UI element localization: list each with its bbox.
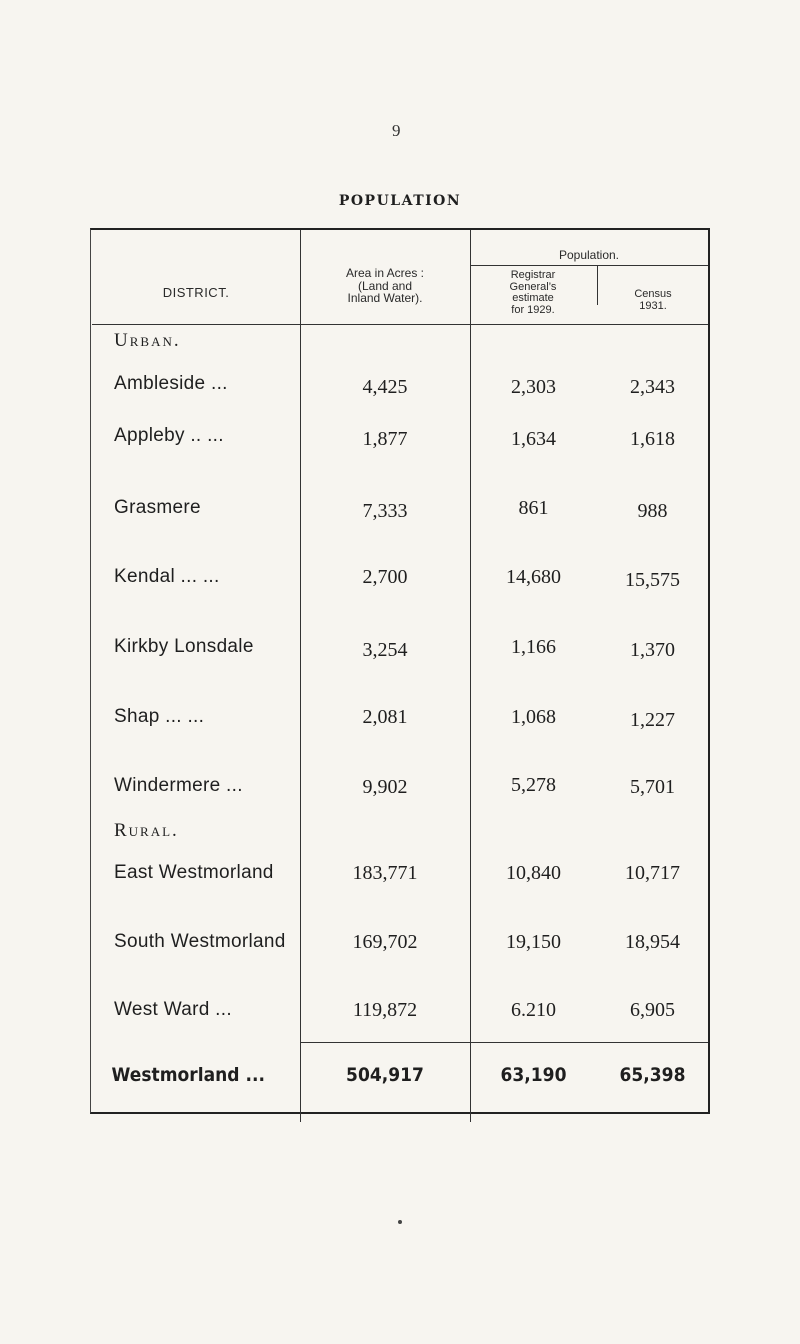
- district-name: South Westmorland: [114, 931, 286, 952]
- district-name: Grasmere: [114, 497, 201, 518]
- district-name: West Ward ...: [114, 999, 232, 1020]
- print-speck: [398, 1220, 402, 1224]
- section-urban: Urban.: [114, 330, 181, 351]
- total-label: Westmorland ...: [111, 1064, 265, 1086]
- estimate-value: 5,278: [511, 774, 556, 796]
- district-name: Appleby .. ...: [114, 425, 224, 446]
- census-value: 6,905: [630, 999, 675, 1021]
- census-value: 1,370: [630, 639, 675, 661]
- census-value: 2,343: [630, 376, 675, 398]
- estimate-value: 19,150: [506, 931, 561, 953]
- column-rule-area: [470, 230, 471, 1122]
- area-value: 1,877: [362, 428, 408, 450]
- estimate-value: 14,680: [506, 566, 561, 588]
- area-value: 2,081: [362, 706, 408, 728]
- census-value: 15,575: [625, 569, 680, 591]
- total-rule: [300, 1042, 708, 1043]
- district-name: Shap ... ...: [114, 706, 205, 727]
- total-estimate: 63,190: [500, 1064, 567, 1086]
- estimate-value: 6.210: [511, 999, 556, 1021]
- total-census: 65,398: [619, 1064, 686, 1086]
- district-name: Windermere ...: [114, 775, 243, 796]
- area-value: 7,333: [362, 500, 408, 522]
- area-value: 183,771: [352, 862, 418, 884]
- district-name: East Westmorland: [114, 862, 274, 883]
- column-rule-district: [300, 230, 301, 1122]
- census-value: 988: [637, 500, 668, 522]
- population-table: [90, 228, 710, 1114]
- area-value: 119,872: [352, 999, 418, 1021]
- header-estimate: Registrar General’s estimate for 1929.: [509, 269, 557, 316]
- census-value: 1,618: [630, 428, 675, 450]
- area-value: 169,702: [352, 931, 418, 953]
- census-value: 5,701: [630, 776, 675, 798]
- area-value: 2,700: [362, 566, 408, 588]
- census-value: 18,954: [625, 931, 680, 953]
- header-census: Census 1931.: [634, 288, 672, 312]
- page-title: POPULATION: [338, 193, 462, 209]
- total-area: 504,917: [346, 1064, 424, 1086]
- section-rural: Rural.: [114, 820, 179, 841]
- estimate-value: 2,303: [511, 376, 556, 398]
- page-number: 9: [392, 121, 401, 140]
- area-value: 9,902: [362, 776, 408, 798]
- header-district: DISTRICT.: [162, 285, 230, 300]
- census-value: 10,717: [625, 862, 680, 884]
- header-rule: [92, 324, 708, 325]
- district-name: Ambleside ...: [114, 373, 228, 394]
- header-population: Population.: [558, 248, 620, 262]
- area-value: 3,254: [362, 639, 408, 661]
- estimate-value: 1,166: [511, 636, 556, 658]
- estimate-value: 1,634: [511, 428, 556, 450]
- district-name: Kendal ... ...: [114, 566, 220, 587]
- estimate-value: 1,068: [511, 706, 556, 728]
- district-name: Kirkby Lonsdale: [114, 636, 254, 657]
- header-area: Area in Acres : (Land and Inland Water).: [345, 266, 425, 306]
- population-rule: [470, 265, 708, 266]
- area-value: 4,425: [362, 376, 408, 398]
- estimate-value: 10,840: [506, 862, 561, 884]
- estimate-value: 861: [518, 497, 549, 519]
- census-value: 1,227: [630, 709, 675, 731]
